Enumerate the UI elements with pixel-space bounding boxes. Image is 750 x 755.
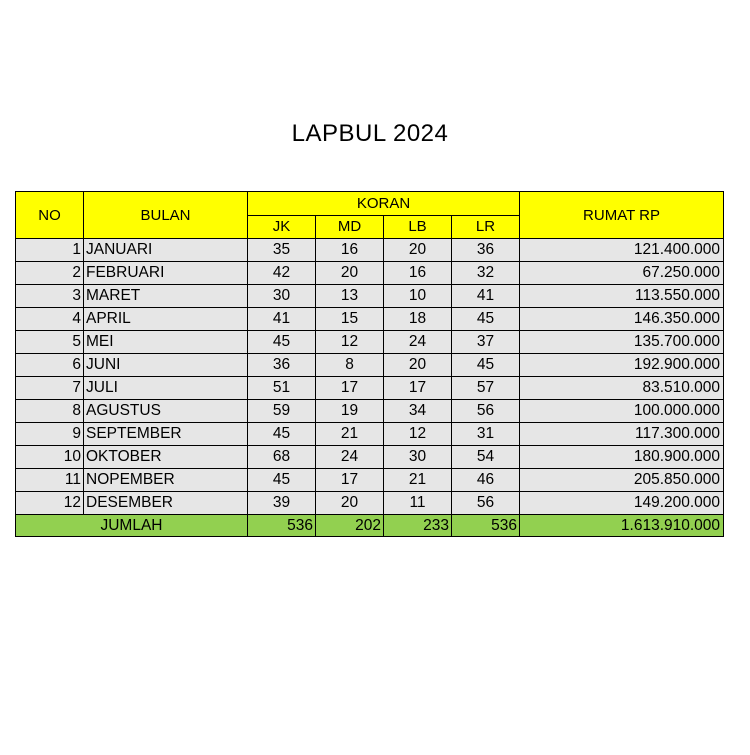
cell-lr: 36 (452, 239, 520, 262)
cell-md: 17 (316, 469, 384, 492)
cell-rp: 67.250.000 (520, 262, 724, 285)
cell-jk: 45 (248, 469, 316, 492)
table-row (16, 331, 724, 354)
total-rp: 1.613.910.000 (520, 515, 724, 537)
cell-lr: 54 (452, 446, 520, 469)
cell-lr: 41 (452, 285, 520, 308)
cell-bulan: NOPEMBER (84, 469, 248, 492)
table-row (16, 262, 724, 285)
cell-md: 13 (316, 285, 384, 308)
cell-jk: 30 (248, 285, 316, 308)
header-lb: LB (384, 215, 452, 239)
cell-md: 8 (316, 354, 384, 377)
cell-lb: 17 (384, 377, 452, 400)
cell-lr: 31 (452, 423, 520, 446)
cell-lb: 20 (384, 239, 452, 262)
table-row (16, 285, 724, 308)
header-koran: KORAN (248, 192, 520, 216)
cell-no: 1 (16, 239, 84, 262)
cell-jk: 68 (248, 446, 316, 469)
cell-rp: 113.550.000 (520, 285, 724, 308)
cell-lr: 32 (452, 262, 520, 285)
cell-rp: 205.850.000 (520, 469, 724, 492)
cell-rp: 121.400.000 (520, 239, 724, 262)
cell-bulan: JANUARI (84, 239, 248, 262)
cell-bulan: AGUSTUS (84, 400, 248, 423)
cell-md: 17 (316, 377, 384, 400)
cell-no: 8 (16, 400, 84, 423)
cell-bulan: OKTOBER (84, 446, 248, 469)
cell-no: 7 (16, 377, 84, 400)
cell-jk: 36 (248, 354, 316, 377)
cell-jk: 35 (248, 239, 316, 262)
cell-no: 12 (16, 492, 84, 515)
cell-lr: 37 (452, 331, 520, 354)
cell-md: 19 (316, 400, 384, 423)
cell-bulan: JUNI (84, 354, 248, 377)
cell-md: 15 (316, 308, 384, 331)
table-row (16, 446, 724, 469)
cell-no: 5 (16, 331, 84, 354)
cell-bulan: DESEMBER (84, 492, 248, 515)
cell-jk: 51 (248, 377, 316, 400)
header-no: NO (16, 192, 84, 239)
table-row (16, 400, 724, 423)
cell-jk: 45 (248, 331, 316, 354)
cell-lb: 11 (384, 492, 452, 515)
table-row (16, 469, 724, 492)
cell-lb: 24 (384, 331, 452, 354)
cell-no: 11 (16, 469, 84, 492)
cell-lb: 10 (384, 285, 452, 308)
cell-rp: 83.510.000 (520, 377, 724, 400)
cell-rp: 117.300.000 (520, 423, 724, 446)
cell-bulan: MEI (84, 331, 248, 354)
header-jk: JK (248, 215, 316, 239)
cell-lb: 16 (384, 262, 452, 285)
cell-md: 24 (316, 446, 384, 469)
cell-bulan: FEBRUARI (84, 262, 248, 285)
cell-rp: 180.900.000 (520, 446, 724, 469)
total-label: JUMLAH (16, 515, 248, 537)
cell-no: 6 (16, 354, 84, 377)
cell-lr: 45 (452, 308, 520, 331)
cell-jk: 59 (248, 400, 316, 423)
header-bulan: BULAN (84, 192, 248, 239)
header-rumat: RUMAT RP (520, 192, 724, 239)
cell-bulan: MARET (84, 285, 248, 308)
cell-no: 9 (16, 423, 84, 446)
total-jk: 536 (248, 515, 316, 537)
cell-rp: 146.350.000 (520, 308, 724, 331)
cell-no: 3 (16, 285, 84, 308)
total-lb: 233 (384, 515, 452, 537)
cell-md: 16 (316, 239, 384, 262)
cell-bulan: JULI (84, 377, 248, 400)
cell-lr: 56 (452, 400, 520, 423)
cell-lb: 34 (384, 400, 452, 423)
header-lr: LR (452, 215, 520, 239)
total-lr: 536 (452, 515, 520, 537)
cell-lb: 18 (384, 308, 452, 331)
table-row (16, 239, 724, 262)
cell-md: 20 (316, 492, 384, 515)
cell-rp: 100.000.000 (520, 400, 724, 423)
table-row (16, 492, 724, 515)
cell-rp: 135.700.000 (520, 331, 724, 354)
cell-rp: 149.200.000 (520, 492, 724, 515)
table-row (16, 423, 724, 446)
cell-jk: 39 (248, 492, 316, 515)
table-row (16, 308, 724, 331)
cell-md: 12 (316, 331, 384, 354)
total-row (16, 515, 724, 537)
cell-jk: 45 (248, 423, 316, 446)
cell-lb: 12 (384, 423, 452, 446)
cell-jk: 41 (248, 308, 316, 331)
cell-no: 2 (16, 262, 84, 285)
cell-md: 20 (316, 262, 384, 285)
header-md: MD (316, 215, 384, 239)
total-md: 202 (316, 515, 384, 537)
cell-bulan: APRIL (84, 308, 248, 331)
report-table (15, 191, 724, 537)
table-row (16, 354, 724, 377)
page-title: LAPBUL 2024 (291, 120, 449, 147)
cell-lr: 57 (452, 377, 520, 400)
cell-lb: 20 (384, 354, 452, 377)
cell-no: 4 (16, 308, 84, 331)
cell-md: 21 (316, 423, 384, 446)
cell-lb: 21 (384, 469, 452, 492)
cell-lr: 56 (452, 492, 520, 515)
cell-no: 10 (16, 446, 84, 469)
cell-lr: 45 (452, 354, 520, 377)
cell-bulan: SEPTEMBER (84, 423, 248, 446)
cell-lr: 46 (452, 469, 520, 492)
table-row (16, 377, 724, 400)
cell-rp: 192.900.000 (520, 354, 724, 377)
cell-jk: 42 (248, 262, 316, 285)
cell-lb: 30 (384, 446, 452, 469)
